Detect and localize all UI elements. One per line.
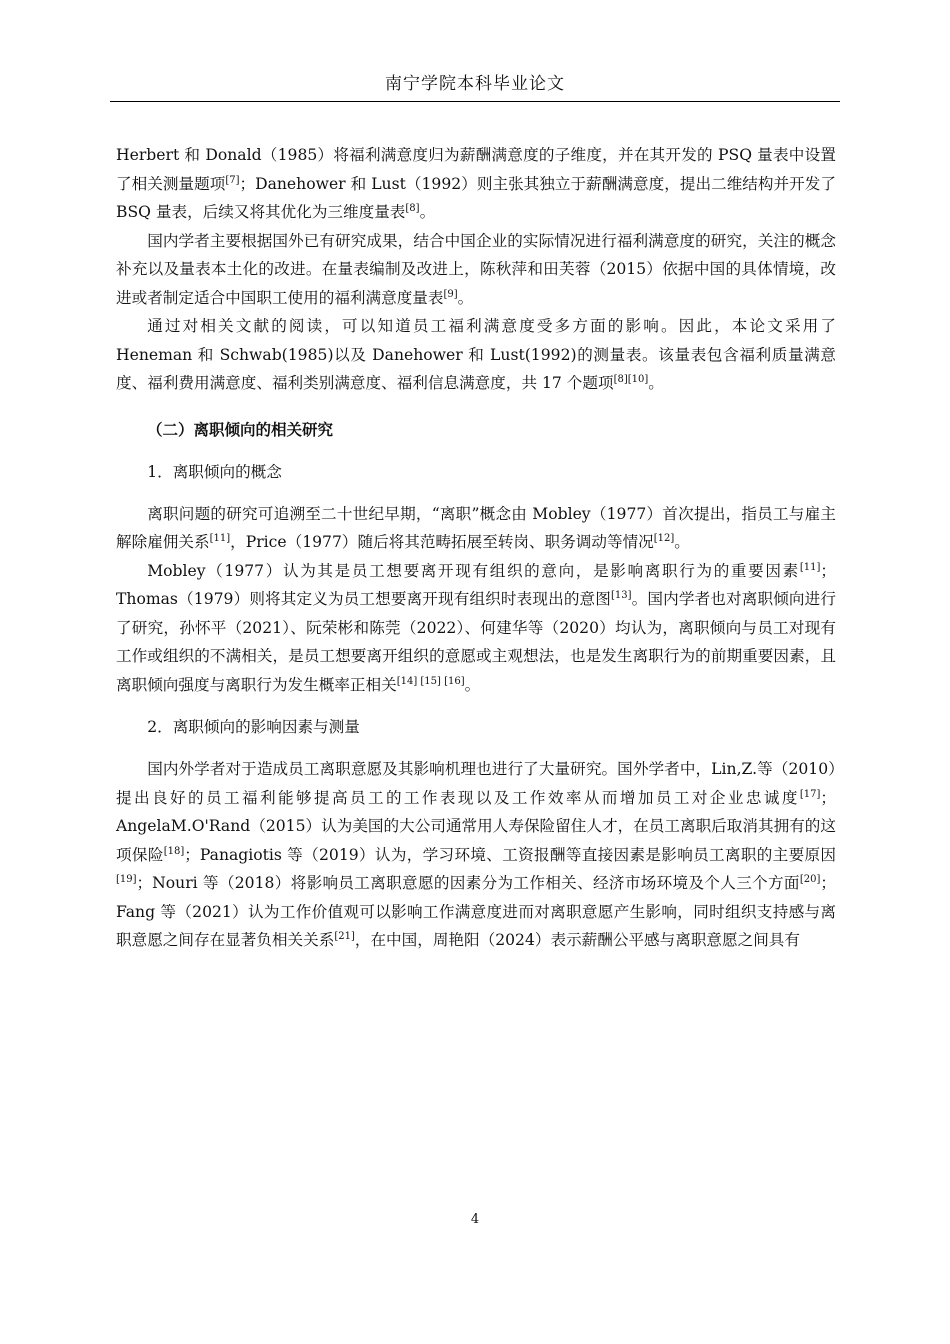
subsection-heading-concept: 1．离职倾向的概念 [147, 462, 282, 481]
paragraph-text: 国内外学者对于造成员工离职意愿及其影响机理也进行了大量研究。国外学者中，Lin,Z.等（2010）提出良好的员工福利能够提高员工的工作表现以及工作效率从而增加员工对企业忠诚度 [116, 760, 836, 807]
paragraph-text: Mobley（1977）认为其是员工想要离开现有组织的意向，是影响离职行为的重要因素 [147, 561, 800, 580]
paragraph-turnover-origin [116, 500, 836, 557]
paragraph-text: Herbert 和 Donald（1985）将福利满意度归为薪酬满意度的子维度，并在其开发的 PSQ 量表中设置了相关测量题项 [116, 146, 836, 193]
citation-ref: [11] [799, 561, 821, 573]
citation-ref: [21] [334, 930, 355, 942]
page-number: 4 [470, 1212, 480, 1227]
paragraph-text: ；Thomas（1979）则将其定义为员工想要离开现有组织时表现出的意图 [116, 561, 836, 608]
paragraph-text: ；Nouri 等（2018）将影响员工离职意愿的因素分为工作相关、经济市场环境及个人三个方面 [136, 874, 800, 892]
header-rule [110, 101, 840, 102]
subsection-heading-factors: 2．离职倾向的影响因素与测量 [147, 718, 360, 736]
paragraph-text: ；Danehower 和 Lust（1992）则主张其独立于薪酬满意度，提出二维结构并开发了 BSQ 量表，后续又将其优化为三维度量表 [116, 174, 836, 221]
paragraph-text: 。 [419, 203, 436, 221]
paragraph-domestic-research [116, 227, 836, 313]
citation-ref: [8][10] [613, 373, 649, 385]
paragraph-scale-adoption [116, 312, 836, 398]
citation-ref: [12] [653, 532, 675, 544]
paragraph-text: ；Panagiotis 等（2019）认为，学习环境、工资报酬等直接因素是影响员工离职的主要原因 [184, 845, 836, 864]
citation-ref: [17] [799, 788, 821, 800]
paragraph-text: ；Fang 等（2021）认为工作价值观可以影响工作满意度进而对离职意愿产生影响，同时组织支持感与离职意愿之间存在显著负相关关系 [116, 874, 836, 949]
paragraph-text: 离职问题的研究可追溯至二十世纪早期，“离职”概念由 Mobley（1977）首次提出，指员工与雇主解除雇佣关系 [116, 504, 836, 551]
citation-ref: [9] [443, 288, 458, 300]
citation-ref: [8] [405, 202, 420, 214]
paragraph-text: 。 [674, 533, 690, 551]
citation-ref: [19] [116, 873, 137, 885]
citation-ref: [20] [799, 873, 821, 885]
paragraph-text: 。 [457, 288, 474, 307]
citation-ref: [13] [611, 589, 632, 601]
citation-ref: [11] [209, 532, 231, 544]
paragraph-text: 国内学者主要根据国外已有研究成果，结合中国企业的实际情况进行福利满意度的研究，关注的概念补充以及量表本土化的改进。在量表编制及改进上，陈秋萍和田芙蓉（2015）依据中国的具体情境，改进或者制定适合中国职工使用的福利满意度量表 [116, 231, 836, 307]
paragraph-text: 。 [648, 374, 664, 392]
paragraph-benefit-scales [116, 141, 836, 227]
paragraph-text: 。 [464, 675, 481, 694]
paragraph-turnover-definition [116, 557, 836, 700]
paragraph-text: ；AngelaM.O'Rand（2015）认为美国的大公司通常用人寿保险留住人才，在员工离职后取消其拥有的这项保险 [116, 788, 836, 864]
citation-ref: [18] [163, 845, 185, 857]
paragraph-text: ，在中国，周艳阳（2024）表示薪酬公平感与离职意愿之间具有 [354, 931, 800, 949]
paragraph-text: 通过对相关文献的阅读，可以知道员工福利满意度受多方面的影响。因此，本论文采用了 Heneman 和 Schwab(1985)以及 Danehower 和 Lust(1992)的测量表。该量表包含福利质量满意度、福利费用满意度、福利类别满意度、福利信息满意度，共 17 个题项 [116, 317, 836, 392]
paragraph-text: 。国内学者也对离职倾向进行了研究，孙怀平（2021）、阮荣彬和陈莞（2022）、何建华等（2020）均认为，离职倾向与员工对现有工作或组织的不满相关，是员工想要离开组织的意愿或主观想法，也是发生离职行为的前期重要因素，且离职倾向强度与离职行为发生概率正相关 [116, 590, 836, 694]
citation-ref: [7] [225, 174, 240, 186]
running-header: 南宁学院本科毕业论文 [385, 74, 565, 94]
citation-ref: [14] [15] [16] [396, 675, 465, 687]
page-body [116, 141, 836, 955]
paragraph-influencing-factors [116, 755, 836, 955]
section-heading-turnover-research: （二）离职倾向的相关研究 [147, 420, 334, 439]
paragraph-text: ，Price（1977）随后将其范畴拓展至转岗、职务调动等情况 [230, 533, 654, 551]
